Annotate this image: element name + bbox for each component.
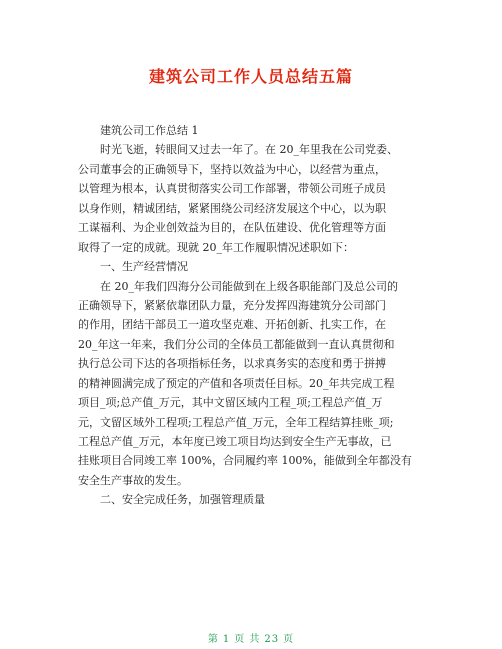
body-line: 的精神圆满完成了预定的产值和各项责任目标。20_年共完成工程: [78, 376, 395, 390]
body-line: 20_年这一年来，我们分公司的全体员工都能做到一直认真贯彻和: [78, 337, 395, 351]
body-line: 项目_项;总产值_万元，其中文留区域内工程_项;工程总产值_万: [78, 396, 383, 410]
body-line: 正确领导下，紧紧依靠团队力量，充分发挥四海建筑分公司部门: [78, 298, 386, 312]
body-line: 在 20_年我们四海分公司能做到在上级各职能部门及总公司的: [100, 279, 398, 293]
body-line: 二、安全完成任务，加强管理质量: [100, 493, 265, 507]
body-line: 工谋福利、为企业创效益为目的，在队伍建设、优化管理等方面: [78, 221, 386, 235]
body-line: 的作用，团结干部员工一道攻坚克难、开拓创新、扎实工作，在: [78, 318, 386, 332]
footer-prefix: 第: [207, 634, 219, 645]
body-line: 以身作则，精诚团结，紧紧围绕公司经济发展这个中心，以为职: [78, 201, 386, 215]
body-line: 时光飞逝，转眼间又过去一年了。在 20_年里我在公司党委、: [100, 143, 398, 157]
body-line: 建筑公司工作总结 1: [100, 124, 199, 137]
footer-suffix: 页: [283, 634, 295, 645]
document-body: [78, 121, 438, 510]
page-footer: [0, 630, 502, 645]
body-line: 取得了一定的成就。现就 20_年工作履职情况述职如下：: [78, 240, 354, 254]
body-line: 元，文留区域外工程项;工程总产值_万元，全年工程结算挂账_项;: [78, 415, 394, 429]
body-line: 一、生产经营情况: [100, 260, 188, 274]
footer-middle: 页 共: [234, 634, 261, 645]
body-line: 工程总产值_万元，本年度已竣工项目均达到安全生产无事故，已: [78, 435, 392, 448]
footer-total-pages: 23: [264, 634, 280, 645]
document-title: 建筑公司工作人员总结五篇: [148, 67, 353, 86]
footer-page-number: 1: [222, 634, 231, 645]
body-line: 挂账项目合同竣工率 100%，合同履约率 100%，能做到全年都没有: [78, 454, 412, 468]
body-line: 安全生产事故的发生。: [78, 473, 188, 487]
body-line: 执行总公司下达的各项指标任务，以求真务实的态度和勇于拼搏: [78, 357, 386, 371]
body-line: 公司董事会的正确领导下，坚持以效益为中心，以经营为重点，: [78, 162, 386, 176]
body-line: 以管理为根本，认真贯彻落实公司工作部署，带领公司班子成员: [78, 182, 386, 196]
